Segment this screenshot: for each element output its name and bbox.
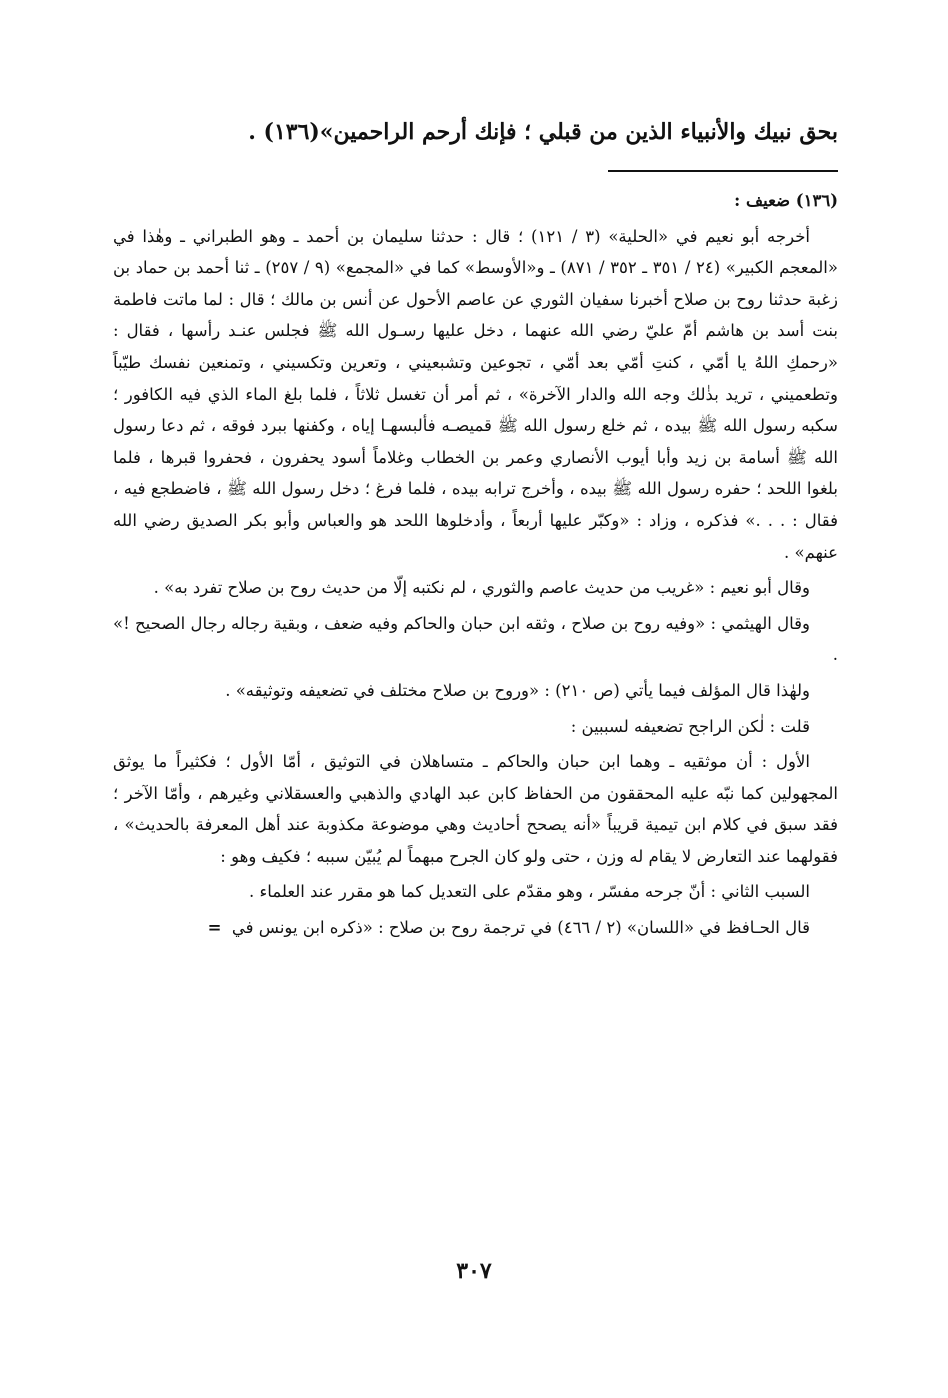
footnote-paragraph-qultu: قلت : لٰكن الراجح تضعيفه لسببين : bbox=[570, 716, 810, 736]
footnote-paragraph-lisan bbox=[113, 912, 838, 944]
main-text: بحق نبيك والأنبياء الذين من قبلي ؛ فإنك أرحم الراحمين»(١٣٦) . bbox=[248, 119, 838, 145]
footnote-paragraph-takhrij: أخرجه أبو نعيم في «الحلية» (٣ / ١٢١) ؛ قال : حدثنا سليمان بن أحمد ـ وهو الطبراني ـ وهٰذا في «المعجم الكبير» (٢٤ / ٣٥١ ـ ٣٥٢ / ٨٧١) ـ و«الأوسط» كما في «المجمع» (٩ / ٢٥٧) ـ ثنا أحمد بن حماد بن زغبة حدثنا روح بن صلاح أخبرنا سفيان الثوري عن عاصم الأحول عن أنس بن مالك ؛ قال : لما ماتت فاطمة بنت أسد بن هاشم أمّ عليّ رضي الله عنهما ، دخل عليها رسـول الله ﷺ فجلس عنـد رأسها ، فقال : «رحمكِ اللهُ يا أمّي ، كنتِ أمّي بعد أمّي ، تجوعين وتشبعيني ، وتعرين وتكسيني ، وتمنعين نفسك طيّباً وتطعميني ، تريد بذٰلك وجه الله والدار الآخرة» ، ثم أمر أن تغسل ثلاثاً ، فلما بلغ الماء الذي فيه الكافور ؛ سكبه رسول الله ﷺ بيده ، ثم خلع رسول الله ﷺ قميصـه فألبسهـا إياه ، وكفنها ببرد فوقه ، ثم دعا رسول الله ﷺ أسامة بن زيد وأبا أيوب الأنصاري وعمر بن الخطاب وغلاماً أسود يحفرون ، فحفروا قبرها ، فلما بلغوا اللحد ؛ حفره رسول الله ﷺ بيده ، وأخرج ترابه بيده ، فلما فرغ ؛ دخل رسول الله ﷺ ، فاضطجع فيه ، فقال : . . .» فذكره ، وزاد : «وكبّر عليها أربعاً ، وأدخلوها اللحد هو والعباس وأبو بكر الصديق رضي الله عنهم» . bbox=[113, 226, 838, 562]
footnote-separator bbox=[608, 170, 838, 172]
footnote-paragraph-haythami: وقال الهيثمي : «وفيه روح بن صلاح ، وثقه ابن حبان والحاكم وفيه ضعف ، وبقية رجاله رجال الصحيح !» . bbox=[113, 613, 838, 665]
footnote-paragraph-first-reason: الأول : أن موثقيه ـ وهما ابن حبان والحاكم ـ متساهلان في التوثيق ، أمّا الأول ؛ فكثيراً ما يوثق المجهولين كما نبّه عليه المحققون من الحفاظ كابن عبد الهادي والذهبي والعسقلاني وغيرهم ، وأمّا الآخر ؛ فقد سبق في كلام ابن تيمية قريباً «أنه يصحح أحاديث وهي موضوعة مكذوبة عند أهل المعرفة بالحديث» ، فقولهما عند التعارض لا يقام له وزن ، حتى ولو كان الجرح مبهماً لم يُبيّن سببه ؛ فكيف وهو : bbox=[113, 752, 838, 866]
footnote-lisan-text: قال الحـافظ في «اللسان» (٢ / ٤٦٦) في ترجمة روح بن صلاح : «ذكره ابن يونس في bbox=[231, 918, 810, 938]
page-number: ٣٠٧ bbox=[456, 1258, 492, 1284]
footnotes-section bbox=[113, 185, 838, 948]
footnote-paragraph-abu-nuaim: وقال أبو نعيم : «غريب من حديث عاصم والثوري ، لم نكتبه إلّا من حديث روح بن صلاح تفرد به» . bbox=[153, 578, 810, 598]
continuation-mark: = bbox=[207, 918, 222, 938]
footnote-paragraph-author: ولهٰذا قال المؤلف فيما يأتي (ص ٢١٠) : «وروح بن صلاح مختلف في تضعيفه وتوثيقه» . bbox=[225, 680, 810, 700]
footnote-heading: (١٣٦) ضعيف : bbox=[734, 191, 838, 210]
footnote-paragraph-second-reason: السبب الثاني : أنّ جرحه مفسّر ، وهو مقدّم على التعديل كما هو مقرر عند العلماء . bbox=[249, 882, 810, 902]
